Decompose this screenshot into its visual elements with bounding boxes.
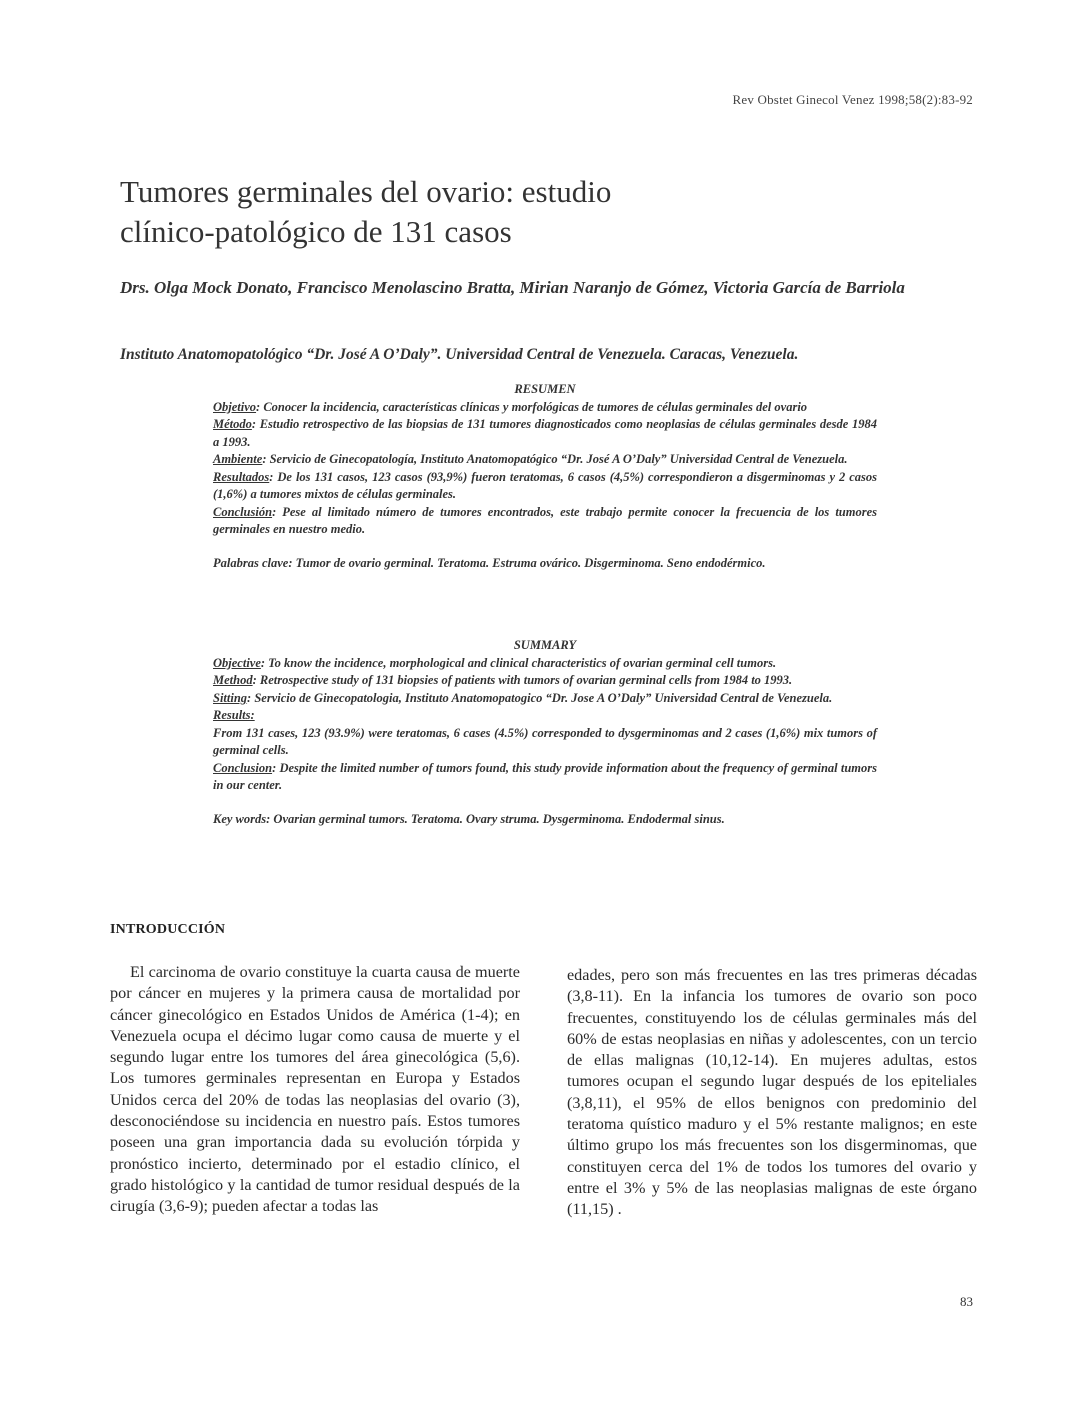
summary-method: [213, 672, 877, 690]
summary-sitting-text: : Servicio de Ginecopatologia, Instituto Anatomopatogico “Dr. Jose A O’Daly” Universidad Central de Venezuela.: [247, 690, 833, 705]
summary-objective: [213, 655, 877, 673]
summary-results-heading: [213, 707, 877, 725]
introduction-paragraph-right: edades, pero son más frecuentes en las tres primeras décadas (3,8-11). En la infancia los tumores de ovario son poco frecuentes, constituyendo los de células germinales más del 60% de estas neoplasias en niñas y adolescentes, con un tercio de ellas malignas (10,12-14). En mujeres adultas, estos tumores ocupan el segundo lugar después de los epiteliales (3,8,11), el 95% de ellos benignos con predominio del teratoma quístico maduro y el 5% restante malignos; en este último grupo los más frecuentes son los disgerminomas, que constituyen cerca del 1% de todos los tumores del ovario y entre el 3% y 5% de las neoplasias malignas de este órgano (11,15) .: [567, 966, 977, 1219]
authors: Drs. Olga Mock Donato, Francisco Menolascino Bratta, Mirian Naranjo de Gómez, Victoria García de Barriola: [120, 278, 905, 297]
resumen-resultados-label: Resultados: [213, 469, 270, 484]
summary-results-colon: :: [250, 708, 255, 722]
resumen-conclusion-text: : Pese al limitado número de tumores encontrados, este trabajo permite conocer la frecuencia de los tumores germinales en nuestro medio.: [213, 504, 877, 536]
resumen-resultados: [213, 469, 877, 504]
resumen-metodo: [213, 416, 877, 451]
resumen-objetivo-text: : Conocer la incidencia, características clínicas y morfológicas de tumores de células germinales del ovario: [256, 399, 808, 414]
resumen-ambiente: [213, 451, 877, 469]
summary-sitting-label: Sitting: [213, 690, 248, 705]
article-title: [120, 172, 880, 252]
summary-results-text: From 131 cases, 123 (93.9%) were teratomas, 6 cases (4.5%) corresponded to dysgerminomas and 2 cases (1,6%) mix tumors of germinal cells.: [213, 725, 877, 757]
resumen-conclusion: [213, 504, 877, 539]
summary-objective-text: : To know the incidence, morphological and clinical characteristics of ovarian germinal cell tumors.: [260, 655, 777, 670]
summary-method-label: Method: [213, 673, 253, 687]
summary-results-label: [213, 708, 255, 722]
introduction-left-column: [110, 962, 520, 1218]
resumen-heading: RESUMEN: [514, 382, 576, 396]
summary-conclusion-label: Conclusion: [213, 760, 273, 775]
resumen-ambiente-text: : Servicio de Ginecopatología, Instituto Anatomopatógico “Dr. José A O’Daly” Universidad Central de Venezuela.: [262, 452, 848, 466]
summary-conclusion: [213, 760, 877, 795]
summary-objective-label: Objective: [213, 655, 261, 670]
introduction-heading: INTRODUCCIÓN: [110, 922, 226, 937]
resumen-keywords: Palabras clave: Tumor de ovario germinal. Teratoma. Estruma ovárico. Disgerminoma. Seno endodérmico.: [213, 555, 766, 570]
summary-conclusion-text: : Despite the limited number of tumors found, this study provide information about the frequency of germinal tumors in our center.: [213, 760, 877, 792]
article-title-line-2: clínico-patológico de 131 casos: [120, 214, 512, 249]
summary-keywords: Key words: Ovarian germinal tumors. Teratoma. Ovary struma. Dysgerminoma. Endodermal sinus.: [213, 811, 725, 826]
affiliation: Instituto Anatomopatológico “Dr. José A O’Daly”. Universidad Central de Venezuela. Caracas, Venezuela.: [120, 346, 799, 363]
summary-method-text: : Retrospective study of 131 biopsies of patients with tumors of ovarian germinal cells from 1984 to 1993.: [252, 673, 793, 687]
resumen-resultados-text: : De los 131 casos, 123 casos (93,9%) fueron teratomas, 6 casos (4,5%) correspondieron a disgerminomas y 2 casos (1,6%) a tumores mixtos de células germinales.: [213, 469, 877, 501]
resumen-conclusion-label: Conclusión: [213, 504, 273, 519]
article-title-line-1: Tumores germinales del ovario: estudio: [120, 174, 612, 209]
resumen-objetivo: [213, 399, 877, 417]
page-number: 83: [960, 1294, 973, 1309]
journal-reference: Rev Obstet Ginecol Venez 1998;58(2):83-92: [732, 92, 973, 107]
resumen-metodo-label: Método: [213, 417, 252, 431]
introduction-right-column: [567, 965, 977, 1221]
summary-heading: SUMMARY: [513, 638, 577, 652]
introduction-paragraph-left: El carcinoma de ovario constituye la cuarta causa de muerte por cáncer en mujeres y la primera causa de mortalidad por cáncer ginecológico en Estados Unidos de América (1-4); en Venezuela ocupa el décimo lugar como causa de muerte y el segundo lugar entre los tumores del área ginecológica (5,6). Los tumores germinales representan en Europa y Estados Unidos cerca del 20% de todas las neoplasias del ovario (3), desconociéndose su incidencia en nuestro país. Estos tumores poseen una gran importancia dada su evolución tórpida y pronóstico incierto, determinado por el estadio clínico, el grado histológico y la cantidad de tumor residual después de la cirugía (3,6-9); pueden afectar a todas las: [110, 963, 520, 1216]
summary-sitting: [213, 690, 877, 708]
resumen-metodo-text: : Estudio retrospectivo de las biopsias de 131 tumores diagnosticados como neoplasias de células germinales desde 1984 a 1993.: [213, 417, 877, 449]
summary-abstract: [213, 637, 877, 828]
resumen-objetivo-label: Objetivo: [213, 399, 257, 414]
summary-results-label-text: Results: [213, 708, 251, 722]
resumen-ambiente-label: Ambiente: [213, 452, 263, 466]
resumen-abstract: [213, 381, 877, 572]
